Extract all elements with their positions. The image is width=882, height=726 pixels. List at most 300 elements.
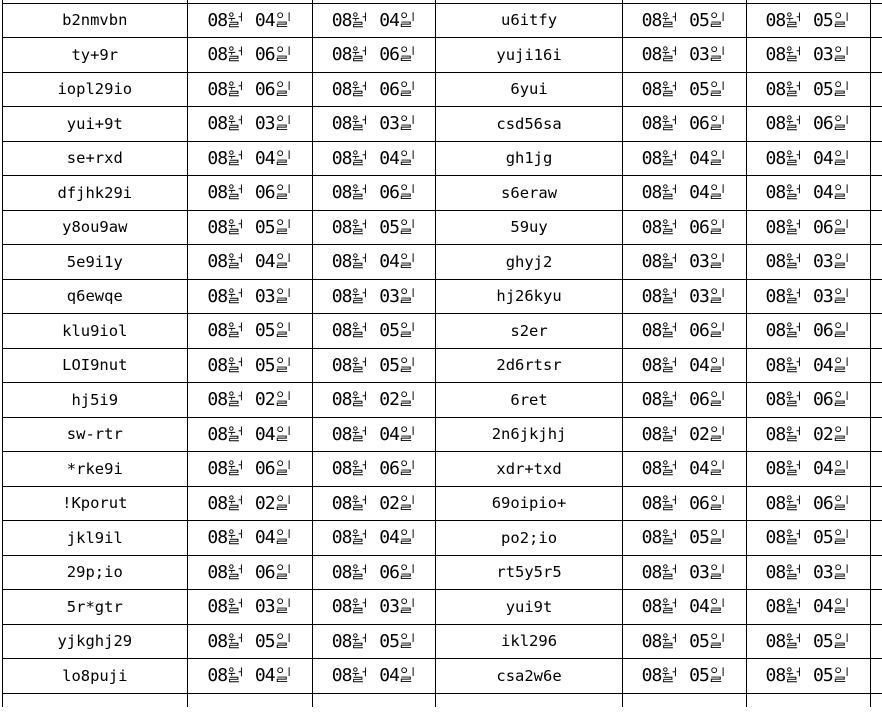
- date-text: 0: [813, 44, 823, 66]
- hangul-il-glyph: [710, 219, 726, 235]
- date-text: 0: [689, 630, 699, 652]
- date-text: 8: [217, 78, 228, 100]
- code-cell: q6ewqe: [3, 279, 188, 314]
- hangul-il-glyph: [400, 184, 416, 200]
- date-text: 5: [822, 78, 833, 100]
- date-text: 0: [379, 44, 390, 66]
- date-text: 0: [765, 596, 776, 618]
- date-text: 6: [389, 44, 399, 66]
- date-cell: [187, 279, 313, 314]
- date-text: 8: [217, 216, 228, 238]
- date-text: 0: [765, 389, 776, 411]
- date-text: 5: [264, 630, 275, 652]
- date-text: 8: [217, 458, 228, 480]
- date-text: 0: [254, 182, 265, 204]
- date-text: 0: [207, 561, 218, 583]
- date-text: 0: [254, 492, 265, 514]
- code-cell: yui+9t: [3, 107, 188, 142]
- date-text: 6: [699, 492, 709, 514]
- code-cell: lo8puji: [3, 659, 188, 694]
- table-row: [3, 452, 882, 487]
- code-cell: *rke9i: [3, 452, 188, 487]
- date-text: 8: [651, 147, 662, 169]
- date-text: 0: [331, 596, 342, 618]
- hangul-il-glyph: [400, 322, 416, 338]
- code-cell: jkl9il: [3, 521, 188, 556]
- hangul-il-glyph: [276, 150, 292, 166]
- hangul-il-glyph: [276, 633, 292, 649]
- date-cell: [313, 72, 436, 107]
- date-cell: [622, 659, 746, 694]
- date-cell: [187, 555, 313, 590]
- hangul-il-glyph: [400, 391, 416, 407]
- date-cell: [187, 659, 313, 694]
- date-text: 0: [641, 251, 652, 273]
- date-text: 4: [822, 596, 833, 618]
- hangul-il-glyph: [834, 357, 850, 373]
- date-cell: [746, 3, 870, 38]
- code-cell: s6eraw: [436, 176, 623, 211]
- hangul-il-glyph: [710, 564, 726, 580]
- date-text: 4: [264, 665, 275, 687]
- date-text: 6: [264, 561, 275, 583]
- table-row: [3, 210, 882, 245]
- date-text: 3: [389, 113, 399, 135]
- date-cell: [187, 141, 313, 176]
- date-text: 8: [217, 113, 228, 135]
- table-row: [3, 521, 882, 556]
- date-text: 8: [341, 216, 352, 238]
- hangul-il-glyph: [276, 184, 292, 200]
- date-cell: [622, 452, 746, 487]
- date-text: 3: [264, 113, 275, 135]
- date-text: 5: [822, 527, 833, 549]
- code-cell: 6yui: [436, 72, 623, 107]
- date-text: 0: [254, 9, 265, 31]
- date-text: 0: [379, 423, 390, 445]
- hangul-wol-glyph: [662, 184, 678, 200]
- hangul-il-glyph: [834, 391, 850, 407]
- date-text: 8: [651, 182, 662, 204]
- date-text: 0: [254, 354, 265, 376]
- hangul-il-glyph: [400, 495, 416, 511]
- hangul-il-glyph: [710, 184, 726, 200]
- hangul-il-glyph: [710, 667, 726, 683]
- date-text: 8: [775, 561, 786, 583]
- date-text: 0: [331, 113, 342, 135]
- hangul-il-glyph: [834, 81, 850, 97]
- date-cell: [313, 590, 436, 625]
- table-row: [3, 486, 882, 521]
- hangul-il-glyph: [710, 357, 726, 373]
- date-text: 8: [775, 527, 786, 549]
- hangul-il-glyph: [276, 322, 292, 338]
- date-text: 0: [207, 9, 218, 31]
- date-cell: [746, 279, 870, 314]
- code-cell: se+rxd: [3, 141, 188, 176]
- hangul-wol-glyph: [786, 115, 802, 131]
- date-text: 0: [813, 9, 823, 31]
- hangul-wol-glyph: [352, 12, 368, 28]
- hangul-wol-glyph: [662, 253, 678, 269]
- date-text: 4: [822, 147, 833, 169]
- date-text: 6: [389, 458, 399, 480]
- date-text: 0: [331, 182, 342, 204]
- date-text: 4: [822, 182, 833, 204]
- date-text: 8: [775, 9, 786, 31]
- code-cell: rt5y5r5: [436, 555, 623, 590]
- date-text: 0: [765, 182, 776, 204]
- date-text: 0: [689, 216, 699, 238]
- date-text: 0: [765, 147, 776, 169]
- date-text: 2: [264, 389, 275, 411]
- date-text: 0: [689, 182, 699, 204]
- date-text: 0: [689, 492, 699, 514]
- hangul-wol-glyph: [352, 460, 368, 476]
- date-text: 0: [331, 492, 342, 514]
- date-text: 0: [379, 78, 390, 100]
- date-text: 0: [813, 113, 823, 135]
- date-cell: [313, 245, 436, 280]
- date-text: 8: [775, 44, 786, 66]
- date-cell: [187, 314, 313, 349]
- date-text: 0: [331, 527, 342, 549]
- date-text: 0: [689, 596, 699, 618]
- date-cell: [746, 314, 870, 349]
- hangul-wol-glyph: [662, 357, 678, 373]
- date-text: 8: [651, 630, 662, 652]
- date-cell: [746, 245, 870, 280]
- hangul-wol-glyph: [352, 495, 368, 511]
- date-text: 0: [813, 423, 823, 445]
- date-text: 8: [341, 458, 352, 480]
- date-text: 0: [813, 147, 823, 169]
- date-text: 0: [207, 147, 218, 169]
- hangul-wol-glyph: [228, 529, 244, 545]
- date-cell: [313, 486, 436, 521]
- code-cell: y8ou9aw: [3, 210, 188, 245]
- hangul-il-glyph: [710, 288, 726, 304]
- date-cell: [622, 555, 746, 590]
- table-row: [3, 176, 882, 211]
- date-cell: [622, 383, 746, 418]
- hangul-il-glyph: [834, 460, 850, 476]
- hangul-wol-glyph: [228, 391, 244, 407]
- date-text: 0: [765, 44, 776, 66]
- hangul-il-glyph: [834, 529, 850, 545]
- hangul-wol-glyph: [662, 391, 678, 407]
- hangul-wol-glyph: [786, 150, 802, 166]
- clipped-cell: [870, 176, 882, 211]
- date-text: 0: [765, 458, 776, 480]
- date-text: 0: [207, 527, 218, 549]
- table-row: [3, 141, 882, 176]
- clipped-row: [3, 693, 882, 707]
- date-text: 4: [699, 596, 709, 618]
- date-text: 0: [254, 216, 265, 238]
- hangul-wol-glyph: [786, 564, 802, 580]
- hangul-il-glyph: [834, 633, 850, 649]
- date-text: 0: [641, 78, 652, 100]
- date-cell: [746, 624, 870, 659]
- hangul-il-glyph: [276, 115, 292, 131]
- hangul-wol-glyph: [352, 564, 368, 580]
- date-text: 0: [689, 285, 699, 307]
- date-text: 0: [331, 389, 342, 411]
- date-text: 0: [379, 147, 390, 169]
- date-text: 8: [775, 458, 786, 480]
- date-text: 0: [331, 216, 342, 238]
- date-text: 0: [689, 78, 699, 100]
- clipped-cell: [870, 383, 882, 418]
- hangul-il-glyph: [834, 288, 850, 304]
- date-cell: [746, 348, 870, 383]
- date-cell: [313, 348, 436, 383]
- date-text: 0: [379, 665, 390, 687]
- date-cell: [746, 452, 870, 487]
- date-text: 0: [641, 147, 652, 169]
- date-text: 0: [813, 354, 823, 376]
- date-cell: [622, 486, 746, 521]
- table-row: [3, 107, 882, 142]
- hangul-il-glyph: [710, 322, 726, 338]
- date-cell: [313, 107, 436, 142]
- table-row: [3, 245, 882, 280]
- code-cell: 5r*gtr: [3, 590, 188, 625]
- hangul-il-glyph: [710, 460, 726, 476]
- date-text: 0: [379, 182, 390, 204]
- code-cell: dfjhk29i: [3, 176, 188, 211]
- date-text: 3: [389, 285, 399, 307]
- hangul-il-glyph: [400, 357, 416, 373]
- date-text: 8: [651, 320, 662, 342]
- date-text: 0: [254, 596, 265, 618]
- date-cell: [313, 3, 436, 38]
- hangul-wol-glyph: [786, 322, 802, 338]
- date-text: 8: [341, 630, 352, 652]
- hangul-wol-glyph: [662, 115, 678, 131]
- date-text: 0: [207, 630, 218, 652]
- hangul-wol-glyph: [352, 81, 368, 97]
- date-text: 0: [765, 251, 776, 273]
- clipped-cell: [870, 624, 882, 659]
- date-cell: [313, 659, 436, 694]
- date-cell: [746, 107, 870, 142]
- date-cell: [746, 590, 870, 625]
- date-text: 0: [813, 492, 823, 514]
- hangul-il-glyph: [276, 564, 292, 580]
- date-cell: [313, 176, 436, 211]
- date-text: 8: [217, 665, 228, 687]
- hangul-wol-glyph: [352, 322, 368, 338]
- date-cell: [622, 210, 746, 245]
- hangul-il-glyph: [710, 46, 726, 62]
- date-cell: [187, 624, 313, 659]
- hangul-il-glyph: [276, 81, 292, 97]
- date-text: 4: [699, 182, 709, 204]
- code-cell: 5e9i1y: [3, 245, 188, 280]
- date-text: 8: [341, 9, 352, 31]
- clipped-cell: [436, 693, 623, 707]
- date-text: 2: [389, 389, 399, 411]
- date-text: 6: [264, 458, 275, 480]
- date-text: 8: [341, 665, 352, 687]
- date-cell: [187, 245, 313, 280]
- hangul-il-glyph: [276, 495, 292, 511]
- date-text: 3: [389, 596, 399, 618]
- hangul-il-glyph: [276, 357, 292, 373]
- date-text: 6: [389, 182, 399, 204]
- hangul-il-glyph: [834, 426, 850, 442]
- date-text: 4: [264, 527, 275, 549]
- date-text: 5: [699, 630, 709, 652]
- date-text: 4: [822, 354, 833, 376]
- date-cell: [622, 417, 746, 452]
- code-cell: po2;io: [436, 521, 623, 556]
- hangul-wol-glyph: [228, 150, 244, 166]
- date-text: 5: [822, 630, 833, 652]
- hangul-il-glyph: [400, 529, 416, 545]
- hangul-wol-glyph: [786, 667, 802, 683]
- date-text: 6: [822, 216, 833, 238]
- date-text: 0: [689, 665, 699, 687]
- clipped-cell: [313, 693, 436, 707]
- date-text: 0: [207, 665, 218, 687]
- date-text: 0: [254, 423, 265, 445]
- date-text: 0: [331, 458, 342, 480]
- date-text: 5: [389, 354, 399, 376]
- date-text: 4: [389, 665, 399, 687]
- hangul-il-glyph: [834, 46, 850, 62]
- hangul-wol-glyph: [228, 288, 244, 304]
- date-text: 0: [765, 78, 776, 100]
- date-text: 0: [254, 630, 265, 652]
- table-container: [2, 0, 882, 707]
- date-text: 0: [813, 216, 823, 238]
- date-text: 3: [699, 44, 709, 66]
- date-text: 8: [651, 354, 662, 376]
- date-cell: [187, 417, 313, 452]
- date-cell: [313, 624, 436, 659]
- date-text: 8: [341, 147, 352, 169]
- date-cell: [622, 590, 746, 625]
- date-text: 0: [689, 147, 699, 169]
- code-cell: LOI9nut: [3, 348, 188, 383]
- date-cell: [746, 555, 870, 590]
- date-text: 0: [254, 665, 265, 687]
- date-cell: [622, 348, 746, 383]
- date-text: 0: [689, 561, 699, 583]
- date-text: 0: [379, 630, 390, 652]
- date-text: 2: [389, 492, 399, 514]
- date-text: 2: [699, 423, 709, 445]
- clipped-cell: [870, 590, 882, 625]
- date-text: 6: [264, 78, 275, 100]
- date-text: 6: [699, 216, 709, 238]
- date-text: 8: [775, 78, 786, 100]
- clipped-cell: [870, 659, 882, 694]
- date-text: 5: [822, 9, 833, 31]
- date-text: 0: [331, 78, 342, 100]
- date-text: 8: [217, 527, 228, 549]
- hangul-wol-glyph: [352, 529, 368, 545]
- date-text: 8: [651, 596, 662, 618]
- date-cell: [187, 3, 313, 38]
- hangul-wol-glyph: [786, 12, 802, 28]
- hangul-wol-glyph: [662, 150, 678, 166]
- date-cell: [187, 383, 313, 418]
- table-row: [3, 659, 882, 694]
- hangul-wol-glyph: [228, 667, 244, 683]
- hangul-wol-glyph: [662, 529, 678, 545]
- date-text: 0: [254, 44, 265, 66]
- code-cell: s2er: [436, 314, 623, 349]
- date-cell: [622, 72, 746, 107]
- clipped-cell: [870, 3, 882, 38]
- hangul-wol-glyph: [352, 150, 368, 166]
- hangul-il-glyph: [400, 633, 416, 649]
- hangul-il-glyph: [834, 219, 850, 235]
- date-text: 4: [264, 423, 275, 445]
- date-text: 3: [264, 285, 275, 307]
- date-text: 0: [207, 492, 218, 514]
- clipped-cell: [3, 693, 188, 707]
- clipped-cell: [870, 314, 882, 349]
- hangul-wol-glyph: [228, 495, 244, 511]
- date-text: 3: [699, 285, 709, 307]
- date-text: 5: [699, 665, 709, 687]
- hangul-il-glyph: [276, 598, 292, 614]
- hangul-wol-glyph: [352, 667, 368, 683]
- date-text: 8: [341, 285, 352, 307]
- date-text: 0: [641, 320, 652, 342]
- date-text: 0: [207, 285, 218, 307]
- hangul-wol-glyph: [228, 598, 244, 614]
- hangul-wol-glyph: [786, 633, 802, 649]
- date-text: 0: [689, 354, 699, 376]
- hangul-wol-glyph: [228, 322, 244, 338]
- date-text: 0: [207, 320, 218, 342]
- date-text: 0: [641, 44, 652, 66]
- clipped-cell: [870, 452, 882, 487]
- date-cell: [746, 659, 870, 694]
- date-text: 5: [699, 9, 709, 31]
- hangul-il-glyph: [834, 322, 850, 338]
- hangul-il-glyph: [276, 460, 292, 476]
- date-text: 8: [775, 630, 786, 652]
- code-cell: sw-rtr: [3, 417, 188, 452]
- date-text: 0: [379, 561, 390, 583]
- date-text: 0: [765, 527, 776, 549]
- date-cell: [313, 38, 436, 73]
- hangul-wol-glyph: [662, 288, 678, 304]
- hangul-il-glyph: [276, 253, 292, 269]
- clipped-cell: [870, 555, 882, 590]
- date-text: 0: [765, 630, 776, 652]
- table-row: [3, 314, 882, 349]
- date-cell: [187, 348, 313, 383]
- date-text: 0: [765, 354, 776, 376]
- clipped-cell: [870, 72, 882, 107]
- clipped-cell: [870, 693, 882, 707]
- date-text: 0: [689, 320, 699, 342]
- date-text: 0: [331, 147, 342, 169]
- hangul-il-glyph: [276, 288, 292, 304]
- date-text: 8: [217, 320, 228, 342]
- date-text: 8: [341, 320, 352, 342]
- date-text: 3: [699, 561, 709, 583]
- date-text: 0: [813, 285, 823, 307]
